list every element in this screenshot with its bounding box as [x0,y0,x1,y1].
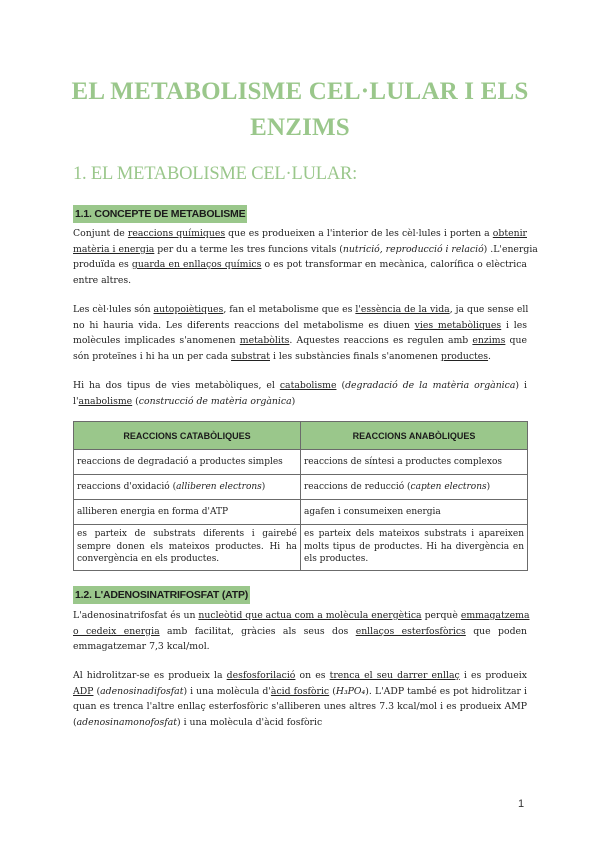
paragraph-pathway-types: Hi ha dos tipus de vies metabòliques, el catabolisme (degradació de la matèria orgànica) i l'anabolisme (construcció de matèria orgànica) [73,380,527,407]
table-cell: alliberen energia en forma d'ATP [74,500,301,525]
paragraph-atp-definition: L'adenosinatrifosfat és un nucleòtid que actua com a molècula energètica perquè emmagatzema o cedeix energia amb facilitat, gràcies als seus dos enllaços esterfosfòrics que poden emmagatzemar 7,3 kcal/mol. [73,610,530,652]
table-cell: es parteix dels mateixos substrats i apareixen molts tipus de productes. Hi ha divergència en els productes. [301,525,528,571]
table-cell: reaccions de reducció (capten electrons) [301,475,528,500]
table-row [74,475,528,500]
subsection-heading: 1.2. L'ADENOSINATRIFOSFAT (ATP) [73,586,250,604]
table-header-catabolic: REACCIONS CATABÒLIQUES [74,422,301,450]
table-cell: reaccions de síntesi a productes complexos [301,450,528,475]
paragraph-metabolism-definition: Conjunt de reaccions químiques que es produeixen a l'interior de les cèl·lules i porten a obtenir matèria i energia per du a terme les tres funcions vitals (nutrició, reproducció i relació) .L'energia produïda es guarda en enllaços químics o es pot transformar en mecànica, calorífica o elèctrica entre altres. [73,228,538,286]
table-row [74,450,528,475]
table-row [74,500,528,525]
subsection-heading: 1.1. CONCEPTE DE METABOLISME [73,205,247,223]
table-cell: es parteix de substrats diferents i gairebé sempre donen els mateixos productes. Hi ha convergència en els productes. [74,525,301,571]
table-row [74,525,528,571]
paragraph-atp-hydrolysis: Al hidrolitzar-se es produeix la desfosforilació on es trenca el seu darrer enllaç i es produeix ADP (adenosinadifosfat) i una molècula d'àcid fosfòric (H₃PO₄). L'ADP també es pot hidrolitzar i quan es trenca l'altre enllaç esterfosfòric s'alliberen unes altres 7.3 kcal/mol i es produeix AMP (adenosinamonofosfat) i una molècula d'àcid fosfòric [73,670,527,728]
section-heading: 1. EL METABOLISME CEL·LULAR: [73,164,358,184]
table-cell: agafen i consumeixen energia [301,500,528,525]
table-cell: reaccions d'oxidació (alliberen electrons) [74,475,301,500]
table-cell: reaccions de degradació a productes simples [74,450,301,475]
document-title: EL METABOLISME CEL·LULAR I ELS ENZIMS [71,78,529,141]
table-header-anabolic: REACCIONS ANABÒLIQUES [301,422,528,450]
table-header-row [74,422,528,450]
page-number: 1 [518,798,525,810]
paragraph-metabolic-pathways: Les cèl·lules són autopoiètiques, fan el metabolisme que es l'essència de la vida, ja que sense ell no hi hauria vida. Les diferents reaccions del metabolisme es diuen vies metabòliques i les molècules implicades s'anomenen metabòlits. Aquestes reaccions es regulen amb enzims que són proteïnes i hi ha un per cada substrat i les substàncies finals s'anomenen productes. [73,304,529,362]
reactions-table [73,421,528,571]
